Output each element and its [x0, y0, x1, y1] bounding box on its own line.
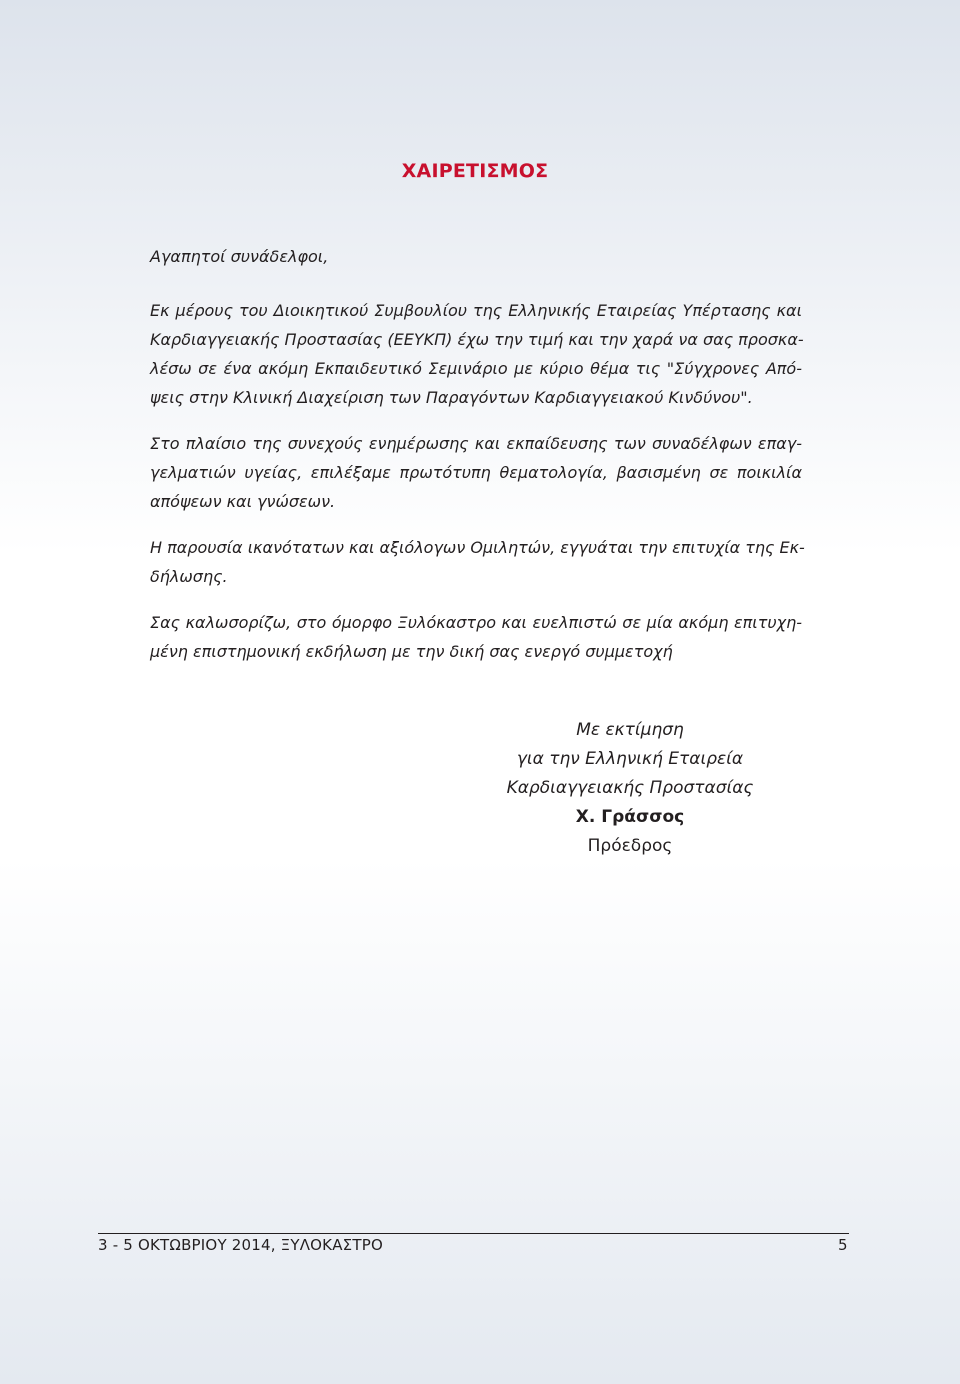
footer-divider [98, 1233, 849, 1234]
signature-name: Χ. Γράσσος [575, 807, 685, 827]
signature-role: Πρόεδρος [587, 836, 673, 856]
text-line: Εκ μέρους του Διοικητικού Συμβουλίου της Ελληνικής Εταιρείας Υπέρτασης και [150, 301, 802, 320]
paragraph-2 [150, 429, 802, 516]
page-number: 5 [838, 1236, 848, 1254]
text-line: μένη επιστημονική εκδήλωση με την δική σας ενεργό συμμετοχή [150, 642, 673, 661]
footer-event: 3 - 5 ΟΚΤΩΒΡΙΟΥ 2014, ΞΥΛΟΚΑΣΤΡΟ [98, 1236, 383, 1254]
paragraph-1 [150, 296, 802, 412]
text-line: απόψεων και γνώσεων. [150, 492, 336, 511]
signature-org-line-1: για την Ελληνική Εταιρεία [516, 749, 744, 769]
signature-regards: Με εκτίμηση [576, 720, 684, 740]
text-line: Η παρουσία ικανότατων και αξιόλογων Ομιλητών, εγγυάται την επιτυχία της Εκ- [150, 538, 805, 557]
text-line: γελματιών υγείας, επιλέξαμε πρωτότυπη θεματολογία, βασισμένη σε ποικιλία [150, 463, 802, 482]
text-line: Στο πλαίσιο της συνεχούς ενημέρωσης και εκπαίδευσης των συναδέλφων επαγ- [150, 434, 802, 453]
text-line: Σας καλωσορίζω, στο όμορφο Ξυλόκαστρο και ευελπιστώ σε μία ακόμη επιτυχη- [150, 613, 802, 632]
letter-body [150, 242, 805, 683]
page-title: ΧΑΙΡΕΤΙΣΜΟΣ [401, 160, 549, 182]
paragraph-3 [150, 533, 805, 591]
signature-block [430, 716, 830, 861]
paragraph-4 [150, 608, 802, 666]
text-line: λέσω σε ένα ακόμη Εκπαιδευτικό Σεμινάριο με κύριο θέμα τις "Σύγχρονες Από- [150, 359, 802, 378]
text-line: Καρδιαγγειακής Προστασίας (ΕΕΥΚΠ) έχω την τιμή και την χαρά να σας προσκα- [150, 330, 804, 349]
signature-org-line-2: Καρδιαγγειακής Προστασίας [506, 778, 754, 798]
text-line: δήλωσης. [150, 567, 228, 586]
salutation: Αγαπητοί συνάδελφοι, [150, 247, 329, 266]
text-line: ψεις στην Κλινική Διαχείριση των Παραγόντων Καρδιαγγειακού Κινδύνου". [150, 388, 753, 407]
